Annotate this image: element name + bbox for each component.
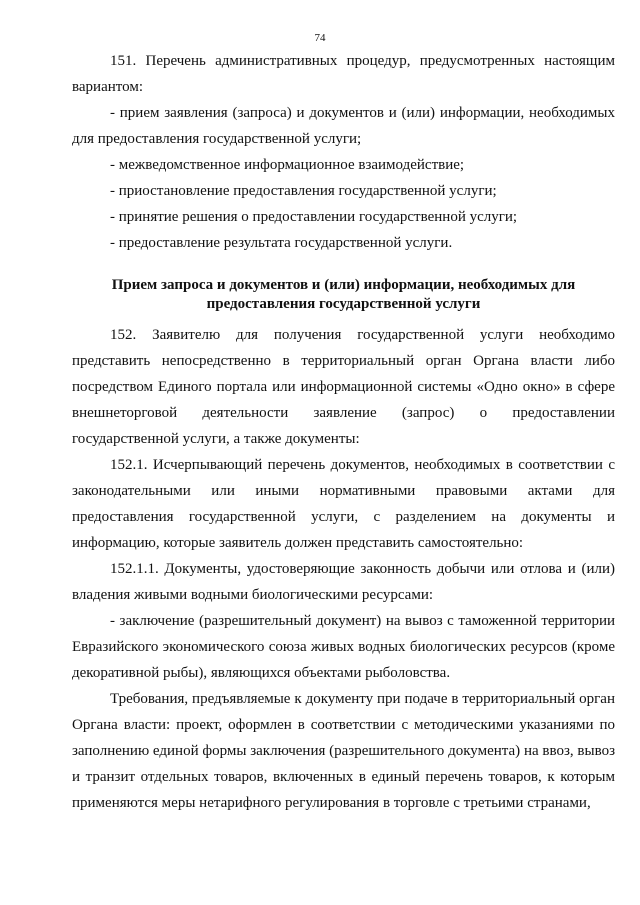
page-content [72, 48, 615, 816]
paragraph-152-1: 152.1. Исчерпывающий перечень документов, необходимых в соответствии с законодательными или иными нормативными правовыми актами для предоставления государственной услуги, с разделением на документы и информацию, которые заявитель должен представить самостоятельно: [72, 457, 615, 551]
list-item: - заключение (разрешительный документ) на вывоз с таможенной территории Евразийского экономического союза живых водных биологических ресурсов (кроме декоративной рыбы), являющихся объектами рыболовства. [72, 613, 615, 681]
paragraph-152-1-1: 152.1.1. Документы, удостоверяющие законность добычи или отлова и (или) владения живыми водными биологическими ресурсами: [72, 561, 615, 603]
paragraph-152: 152. Заявителю для получения государственной услуги необходимо представить непосредственно в территориальный орган Органа власти либо посредством Единого портала или информационной системы «Одно окно» в сфере внешнеторговой деятельности заявление (запрос) о предоставлении государственной услуги, а также документы: [72, 327, 615, 447]
list-item: - приостановление предоставления государственной услуги; [110, 183, 497, 199]
section-heading-line-2: предоставления государственной услуги [206, 296, 481, 312]
list-item: - принятие решения о предоставлении государственной услуги; [110, 209, 518, 225]
paragraph-requirements: Требования, предъявляемые к документу при подаче в территориальный орган Органа власти: проект, оформлен в соответствии с методическими указаниями по заполнению единой формы заключения (разрешительного документа) на ввоз, вывоз и транзит отдельных товаров, включенных в единый перечень товаров, к которым применяются меры нетарифного регулирования в торговле с третьими странами, [72, 691, 615, 811]
list-item: - прием заявления (запроса) и документов и (или) информации, необходимых для предоставления государственной услуги; [72, 105, 615, 147]
page-number: 74 [314, 32, 326, 44]
list-item: - предоставление результата государственной услуги. [110, 235, 453, 251]
section-heading [78, 276, 609, 314]
list-item: - межведомственное информационное взаимодействие; [110, 157, 465, 173]
section-heading-line-1: Прием запроса и документов и (или) информации, необходимых для [111, 277, 576, 293]
paragraph-151: 151. Перечень административных процедур, предусмотренных настоящим вариантом: [72, 53, 615, 95]
